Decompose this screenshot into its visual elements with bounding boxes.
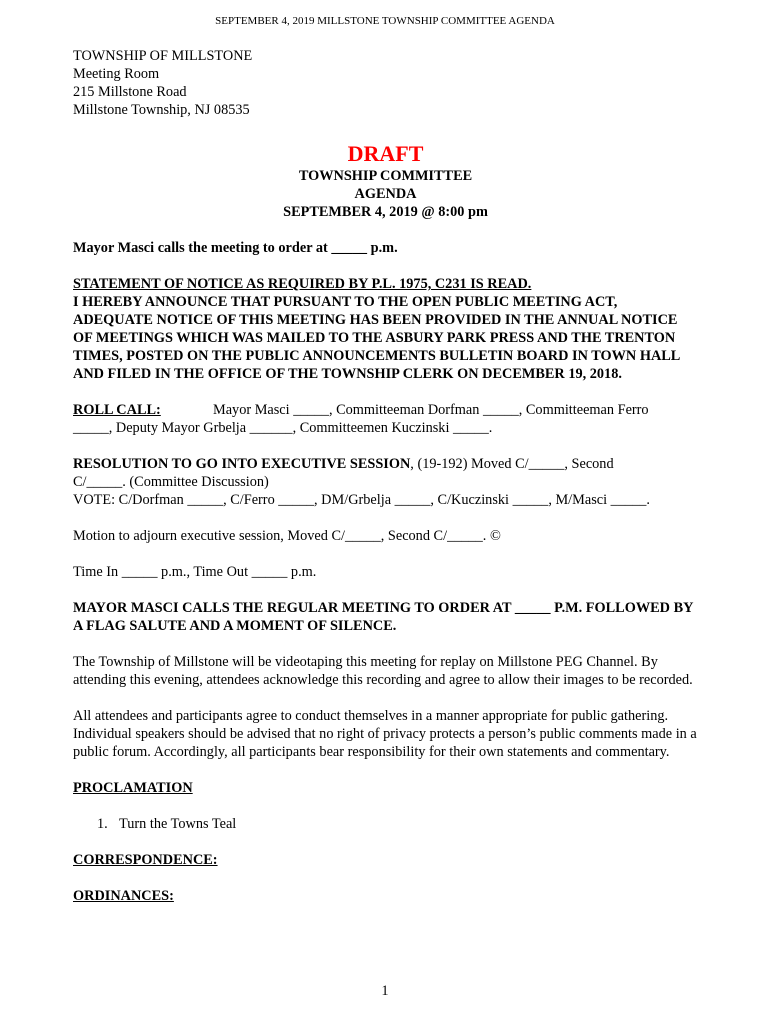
list-item	[97, 815, 698, 833]
adjourn-executive-session: Motion to adjourn executive session, Moved C/_____, Second C/_____. ©	[73, 528, 501, 544]
list-item-number: 1.	[97, 816, 108, 832]
proclamation-list	[73, 815, 698, 833]
roll-call-line1: Mayor Masci _____, Committeeman Dorfman _____, Committeeman Ferro	[213, 402, 649, 418]
exec-session-second: C/_____. (Committee Discussion)	[73, 474, 269, 490]
proclamation-heading: PROCLAMATION	[73, 780, 193, 796]
time-in-out: Time In _____ p.m., Time Out _____ p.m.	[73, 564, 317, 580]
agenda-content	[73, 47, 698, 905]
exec-session-vote: VOTE: C/Dorfman _____, C/Ferro _____, DM/Grbelja _____, C/Kuczinski _____, M/Masci _____.	[73, 492, 650, 508]
roll-call-line2: _____, Deputy Mayor Grbelja ______, Committeemen Kuczinski _____.	[73, 420, 493, 436]
page-number: 1	[381, 983, 389, 999]
address-line-room: Meeting Room	[73, 66, 160, 82]
exec-session-heading: RESOLUTION TO GO INTO EXECUTIVE SESSION	[73, 456, 411, 472]
title-committee: TOWNSHIP COMMITTEE	[298, 168, 473, 184]
correspondence-heading: CORRESPONDENCE:	[73, 852, 218, 868]
address-line-street: 215 Millstone Road	[73, 84, 187, 100]
list-item-text: Turn the Towns Teal	[119, 816, 237, 832]
address-block	[73, 47, 698, 119]
call-to-order: Mayor Masci calls the meeting to order at _____ p.m.	[73, 240, 398, 256]
exec-session-motion: , (19-192) Moved C/_____, Second	[410, 456, 614, 472]
regular-meeting-call: MAYOR MASCI CALLS THE REGULAR MEETING TO ORDER AT _____ P.M. FOLLOWED BY A FLAG SALUTE AND A MOMENT OF SILENCE.	[73, 600, 693, 634]
roll-call-label: ROLL CALL:	[73, 402, 161, 418]
address-line-city: Millstone Township, NJ 08535	[73, 102, 250, 118]
executive-session	[73, 455, 698, 509]
roll-call	[73, 401, 698, 437]
statement-body: I HEREBY ANNOUNCE THAT PURSUANT TO THE OPEN PUBLIC MEETING ACT, ADEQUATE NOTICE OF THIS MEETING HAS BEEN PROVIDED IN THE ANNUAL NOTICE OF MEETINGS WHICH WAS MAILED TO THE ASBURY PARK PRESS AND THE TRENTON TIMES, POSTED ON THE PUBLIC ANNOUNCEMENTS BULLETIN BOARD IN TOWN HALL AND FILED IN THE OFFICE OF THE TOWNSHIP CLERK ON DECEMBER 19, 2018.	[73, 294, 680, 382]
agenda-title	[73, 167, 698, 221]
running-header: SEPTEMBER 4, 2019 MILLSTONE TOWNSHIP COMMITTEE AGENDA	[215, 15, 555, 27]
videotaping-notice: The Township of Millstone will be videotaping this meeting for replay on Millstone PEG Channel. By attending this evening, attendees acknowledge this recording and agree to allow their images to be recorded.	[73, 654, 693, 688]
title-agenda: AGENDA	[354, 186, 417, 202]
title-date: SEPTEMBER 4, 2019 @ 8:00 pm	[283, 204, 488, 220]
draft-label: DRAFT	[347, 141, 424, 166]
conduct-notice: All attendees and participants agree to conduct themselves in a manner appropriate for public gathering. Individual speakers should be advised that no right of privacy protects a person’s public comments made in a public forum. Accordingly, all participants bear responsibility for their own statements and commentary.	[73, 708, 697, 760]
ordinances-heading: ORDINANCES:	[73, 888, 174, 904]
statement-of-notice	[73, 275, 698, 383]
statement-heading: STATEMENT OF NOTICE AS REQUIRED BY P.L. 1975, C231 IS READ.	[73, 276, 532, 292]
address-line-township: TOWNSHIP OF MILLSTONE	[73, 48, 253, 64]
